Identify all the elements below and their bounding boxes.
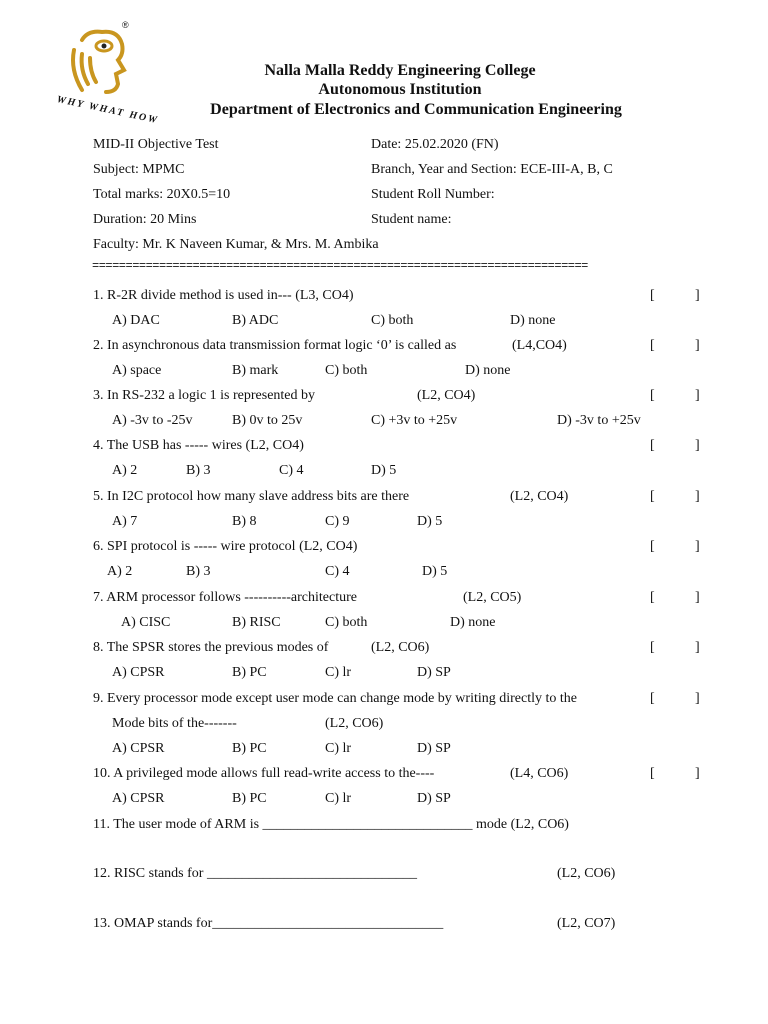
question-tag: (L2, CO6) [325, 716, 384, 731]
answer-box-close: ] [695, 438, 700, 453]
test-name: MID-II Objective Test [93, 137, 219, 152]
option: A) CPSR [112, 791, 165, 806]
option: A) space [112, 363, 162, 378]
question-2: 2. In asynchronous data transmission format logic ‘0’ is called as [93, 338, 457, 353]
answer-box-open: [ [650, 489, 655, 504]
answer-box-open: [ [650, 640, 655, 655]
separator-line: ========================================================================== [92, 262, 588, 270]
question-4: 4. The USB has ----- wires (L2, CO4) [93, 438, 304, 453]
registered-mark: ® [122, 20, 129, 30]
option: B) PC [232, 665, 267, 680]
option: D) SP [417, 791, 451, 806]
option: A) 2 [107, 564, 133, 579]
option: A) 2 [112, 463, 138, 478]
total-marks: Total marks: 20X0.5=10 [93, 187, 231, 202]
question-11: 11. The user mode of ARM is ______________________________ mode (L2, CO6) [93, 817, 569, 832]
option: D) 5 [422, 564, 448, 579]
option: B) RISC [232, 615, 281, 630]
question-5: 5. In I2C protocol how many slave address bits are there [93, 489, 410, 504]
option: A) DAC [112, 313, 160, 328]
option: D) none [450, 615, 496, 630]
option: B) 3 [186, 564, 211, 579]
option: B) ADC [232, 313, 279, 328]
answer-box-close: ] [695, 338, 700, 353]
answer-box-close: ] [695, 691, 700, 706]
answer-box-open: [ [650, 539, 655, 554]
question-tag: (L2, CO6) [371, 640, 430, 655]
option: B) mark [232, 363, 279, 378]
question-6: 6. SPI protocol is ----- wire protocol (L2, CO4) [93, 539, 358, 554]
question-tag: (L2, CO5) [463, 590, 522, 605]
answer-box-close: ] [695, 590, 700, 605]
question-tag: (L2, CO6) [557, 866, 616, 881]
question-8: 8. The SPSR stores the previous modes of [93, 640, 329, 655]
answer-box-open: [ [650, 288, 655, 303]
branch-section: Branch, Year and Section: ECE-III-A, B, C [371, 162, 613, 177]
test-date: Date: 25.02.2020 (FN) [371, 137, 499, 152]
question-tag: (L2, CO4) [510, 489, 569, 504]
option: A) -3v to -25v [112, 413, 193, 428]
option: C) 9 [325, 514, 350, 529]
roll-number-label: Student Roll Number: [371, 187, 495, 202]
department-name: Department of Electronics and Communication Engineering [210, 101, 622, 118]
answer-box-close: ] [695, 539, 700, 554]
answer-box-close: ] [695, 288, 700, 303]
option: C) both [325, 615, 368, 630]
option: B) 8 [232, 514, 257, 529]
option: C) both [325, 363, 368, 378]
option: C) 4 [325, 564, 350, 579]
option: A) CPSR [112, 665, 165, 680]
option: B) 3 [186, 463, 211, 478]
question-tag: (L4,CO4) [512, 338, 567, 353]
option: B) PC [232, 791, 267, 806]
question-9-continued: Mode bits of the------- [112, 716, 237, 731]
option: C) lr [325, 791, 352, 806]
option: C) lr [325, 665, 352, 680]
answer-box-close: ] [695, 388, 700, 403]
question-1: 1. R-2R divide method is used in--- (L3, CO4) [93, 288, 354, 303]
option: D) SP [417, 741, 451, 756]
question-13: 13. OMAP stands for_________________________________ [93, 916, 444, 931]
option: C) both [371, 313, 414, 328]
answer-box-open: [ [650, 388, 655, 403]
answer-box-open: [ [650, 691, 655, 706]
college-name: Nalla Malla Reddy Engineering College [264, 62, 536, 79]
question-10: 10. A privileged mode allows full read-write access to the---- [93, 766, 435, 781]
institution-type: Autonomous Institution [318, 81, 482, 98]
option: D) SP [417, 665, 451, 680]
option: D) 5 [417, 514, 443, 529]
option: B) PC [232, 741, 267, 756]
option: D) none [465, 363, 511, 378]
option: A) CPSR [112, 741, 165, 756]
question-9: 9. Every processor mode except user mode can change mode by writing directly to the [93, 691, 578, 706]
option: C) +3v to +25v [371, 413, 458, 428]
question-tag: (L4, CO6) [510, 766, 569, 781]
option: A) CISC [121, 615, 171, 630]
logo-motto: WHY WHAT HOW [55, 94, 160, 127]
question-7: 7. ARM processor follows ----------architecture [93, 590, 357, 605]
college-logo [52, 20, 176, 127]
question-3: 3. In RS-232 a logic 1 is represented by [93, 388, 316, 403]
answer-box-open: [ [650, 438, 655, 453]
question-tag: (L2, CO7) [557, 916, 616, 931]
subject: Subject: MPMC [93, 162, 185, 177]
duration: Duration: 20 Mins [93, 212, 197, 227]
question-tag: (L2, CO4) [417, 388, 476, 403]
faculty: Faculty: Mr. K Naveen Kumar, & Mrs. M. Ambika [93, 237, 379, 252]
answer-box-close: ] [695, 640, 700, 655]
option: C) lr [325, 741, 352, 756]
answer-box-close: ] [695, 766, 700, 781]
option: D) 5 [371, 463, 397, 478]
answer-box-open: [ [650, 338, 655, 353]
question-12: 12. RISC stands for ______________________________ [93, 866, 417, 881]
answer-box-open: [ [650, 590, 655, 605]
option: B) 0v to 25v [232, 413, 303, 428]
answer-box-open: [ [650, 766, 655, 781]
option: A) 7 [112, 514, 138, 529]
option: D) none [510, 313, 556, 328]
option: D) -3v to +25v [557, 413, 641, 428]
option: C) 4 [279, 463, 304, 478]
answer-box-close: ] [695, 489, 700, 504]
student-name-label: Student name: [371, 212, 452, 227]
